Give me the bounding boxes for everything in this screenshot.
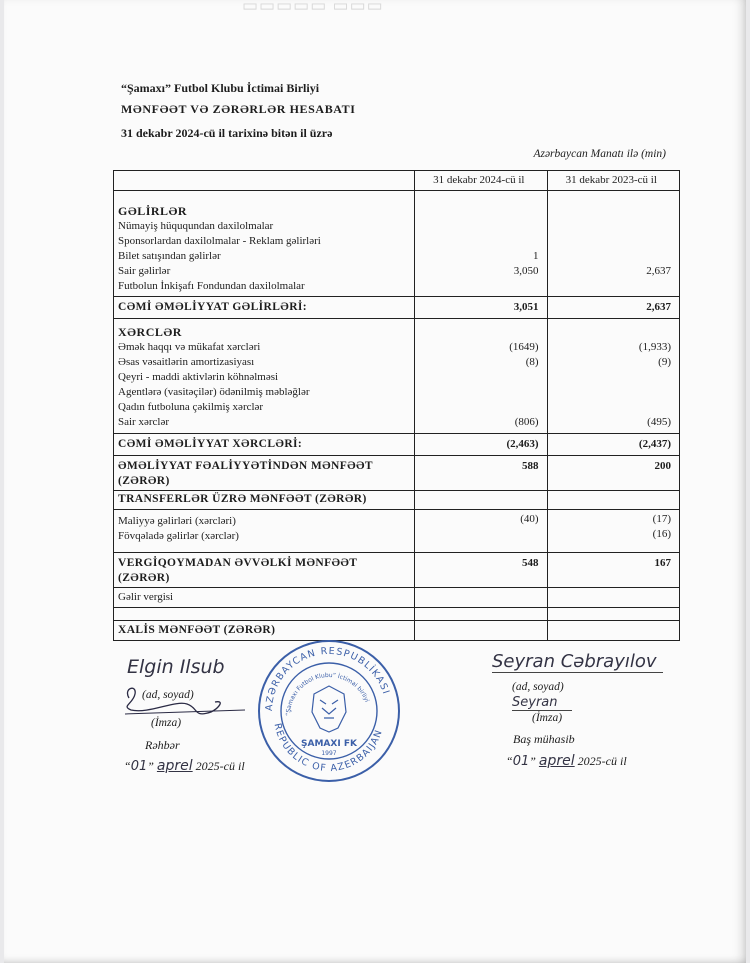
stamp-year: 1997: [321, 750, 337, 757]
total-income-2023: 2,637: [547, 297, 679, 319]
director-signature-block: [115, 650, 265, 780]
income-value-2024: 3,050: [513, 265, 539, 277]
expense-values-2024: [415, 319, 547, 434]
accountant-handwritten-sign: Seyran: [512, 695, 572, 711]
income-tax-label: Gəlir vergisi: [114, 588, 415, 608]
income-line: Futbolun İnkişafı Fondundan daxilolmalar: [118, 280, 305, 292]
document-page: [4, 0, 746, 963]
total-income-row: [114, 297, 680, 319]
total-expenses-label: CƏMİ ƏMƏLİYYAT XƏRCLƏRİ:: [114, 434, 415, 456]
finance-line: Fövqəladə gəlirlər (xərclər): [118, 530, 239, 542]
organization-name: “Şamaxı” Futbol Klubu İctimai Birliyi: [121, 81, 320, 95]
finance-values-2024: [415, 510, 547, 553]
expense-value-2024: [419, 370, 538, 385]
income-line: Sair gəlirlər: [118, 265, 171, 277]
finance-line: Maliyyə gəlirləri (xərcləri): [118, 515, 236, 527]
income-line: Sponsorlardan daxilolmalar - Reklam gəlirləri: [118, 235, 321, 247]
income-value-2023: [552, 279, 671, 294]
transfer-result-row: [114, 491, 680, 510]
income-line: Nümayiş hüququndan daxilolmalar: [118, 220, 274, 232]
expenses-heading: XƏRCLƏR: [118, 325, 182, 339]
income-value-2023: 2,637: [646, 265, 671, 277]
col-header-2024: 31 dekabr 2024-cü il: [415, 171, 547, 191]
income-value-2024: [419, 279, 538, 294]
finance-value-2024: [419, 527, 538, 542]
director-handwritten-name: Elgin Ilsub: [127, 656, 225, 678]
total-income-label: CƏMİ ƏMƏLİYYAT GƏLİRLƏRİ:: [114, 297, 415, 319]
director-role: Rəhbər: [145, 738, 180, 752]
income-statement-table: [113, 170, 680, 641]
income-values-2023: [547, 191, 679, 297]
header-empty-cell: [114, 171, 415, 191]
expense-value-2023: [552, 370, 671, 385]
expense-value-2024: [419, 385, 538, 400]
income-values-2024: [415, 191, 547, 297]
expense-value-2023: [552, 385, 671, 400]
finance-labels: [114, 510, 415, 553]
net-result-2024: [415, 621, 547, 641]
spacer-cell: [547, 608, 679, 621]
report-period: 31 dekabr 2024-cü il tarixinə bitən il üzrə: [121, 126, 333, 140]
finance-section-row: [114, 510, 680, 553]
expenses-labels: [114, 319, 415, 434]
table-header-row: [114, 171, 680, 191]
income-tax-2023: [547, 588, 679, 608]
operating-result-label-line2: (ZƏRƏR): [118, 475, 170, 487]
chief-accountant-signature-block: [480, 645, 657, 775]
expense-line: Sair xərclər: [118, 416, 169, 428]
transfer-result-label: TRANSFERLƏR ÜZRƏ MƏNFƏƏT (ZƏRƏR): [114, 491, 415, 510]
spacer-row: [114, 608, 680, 621]
bleed-through-text: ▭▭▭▭▭ ▭▭▭: [242, 0, 384, 15]
expense-line: Agentlərə (vasitəçilər) ödənilmiş məbləğlər: [118, 386, 310, 398]
expense-value-2023: (495): [647, 416, 671, 428]
stamp-name: ŞAMAXI FK: [301, 739, 357, 749]
accountant-date-month: aprel: [538, 753, 575, 769]
operating-result-2024: 588: [415, 456, 547, 491]
finance-value-2023: (16): [652, 528, 671, 540]
income-section-row: [114, 191, 680, 297]
accountant-date-suffix: 2025-cü il: [577, 754, 627, 768]
net-result-2023: [547, 621, 679, 641]
transfer-result-2024: [415, 491, 547, 510]
stamp-outer-text-bottom: REPUBLIC OF AZERBAIJAN: [271, 722, 386, 775]
director-date-month: aprel: [156, 758, 193, 774]
director-date-day: 01: [130, 759, 148, 774]
accountant-date: “01” aprel 2025-cü il: [506, 753, 627, 769]
expense-line: Əmək haqqı və mükafat xərcləri: [118, 341, 261, 353]
pretax-label-line1: VERGİQOYMADAN ƏVVƏLKİ MƏNFƏƏT: [118, 557, 358, 569]
income-tax-2024: [415, 588, 547, 608]
accountant-date-day: 01: [512, 754, 530, 769]
finance-value-2023: (17): [652, 513, 671, 525]
expenses-section-row: [114, 319, 680, 434]
expense-line: Qeyri - maddi aktivlərin köhnəlməsi: [118, 371, 279, 383]
currency-note: Azərbaycan Manatı ilə (min): [533, 148, 666, 160]
svg-text:“Şamaxı Futbol Klubu” İctimai: [285, 672, 370, 716]
spacer-cell: [114, 608, 415, 621]
expense-line: Əsas vəsaitlərin amortizasiyası: [118, 356, 255, 368]
pretax-label-line2: (ZƏRƏR): [118, 572, 170, 584]
pretax-2024: 548: [415, 553, 547, 588]
income-value-2023: [552, 234, 671, 249]
accountant-name-caption: (ad, soyad): [512, 681, 564, 693]
stamp-lion-emblem: [312, 686, 346, 732]
income-labels: [114, 191, 415, 297]
expense-value-2024: (806): [514, 416, 539, 428]
operating-result-row: [114, 456, 680, 491]
operating-result-2023: 200: [547, 456, 679, 491]
pretax-2023: 167: [547, 553, 679, 588]
expense-value-2023: [552, 400, 671, 415]
director-date-suffix: 2025-cü il: [195, 759, 245, 773]
stamp-inner-text: “Şamaxı Futbol Klubu” İctimai birliyi: [284, 671, 371, 717]
expense-value-2023: (1,933): [638, 341, 671, 353]
expense-value-2024: (1649): [509, 341, 539, 353]
income-value-2024: 1: [533, 250, 539, 262]
pretax-result-label: [114, 553, 415, 588]
stamp-outer-text: AZƏRBAYCAN RESPUBLİKASI: [263, 645, 392, 712]
accountant-handwritten-name: Seyran Cəbrayılov: [492, 651, 663, 673]
total-income-2024: 3,051: [415, 297, 547, 319]
expense-value-2024: [419, 400, 538, 415]
income-tax-row: [114, 588, 680, 608]
income-value-2024: [419, 234, 538, 249]
income-heading: GƏLİRLƏR: [118, 204, 188, 218]
expense-values-2023: [547, 319, 679, 434]
total-expenses-2023: (2,437): [547, 434, 679, 456]
operating-result-label-line1: ƏMƏLİYYAT FƏALİYYƏTİNDƏN MƏNFƏƏT: [118, 460, 373, 472]
income-line: Bilet satışından gəlirlər: [118, 250, 221, 262]
expense-value-2023: (9): [658, 356, 671, 368]
accountant-role: Baş mühasib: [513, 732, 575, 746]
finance-values-2023: [547, 510, 679, 553]
director-signature-scribble: [115, 670, 265, 740]
report-title: MƏNFƏƏT VƏ ZƏRƏRLƏR HESABATI: [121, 102, 356, 116]
finance-value-2024: (40): [520, 513, 539, 525]
official-stamp: [254, 636, 404, 786]
transfer-result-2023: [547, 491, 679, 510]
total-expenses-2024: (2,463): [415, 434, 547, 456]
income-value-2023: [552, 219, 671, 234]
total-expenses-row: [114, 434, 680, 456]
spacer-cell: [415, 608, 547, 621]
operating-result-label: [114, 456, 415, 491]
accountant-sign-caption: (İmza): [532, 712, 563, 724]
pretax-result-row: [114, 553, 680, 588]
expense-line: Qadın futboluna çəkilmiş xərclər: [118, 401, 264, 413]
income-value-2023: [552, 249, 671, 264]
director-name-caption: (ad, soyad): [142, 689, 194, 701]
net-result-label: XALİS MƏNFƏƏT (ZƏRƏR): [114, 621, 415, 641]
expense-value-2024: (8): [525, 356, 539, 368]
director-date: “01” aprel 2025-cü il: [124, 758, 245, 774]
director-sign-caption: (İmza): [151, 717, 182, 729]
col-header-2023: 31 dekabr 2023-cü il: [547, 171, 679, 191]
income-value-2024: [419, 219, 538, 234]
